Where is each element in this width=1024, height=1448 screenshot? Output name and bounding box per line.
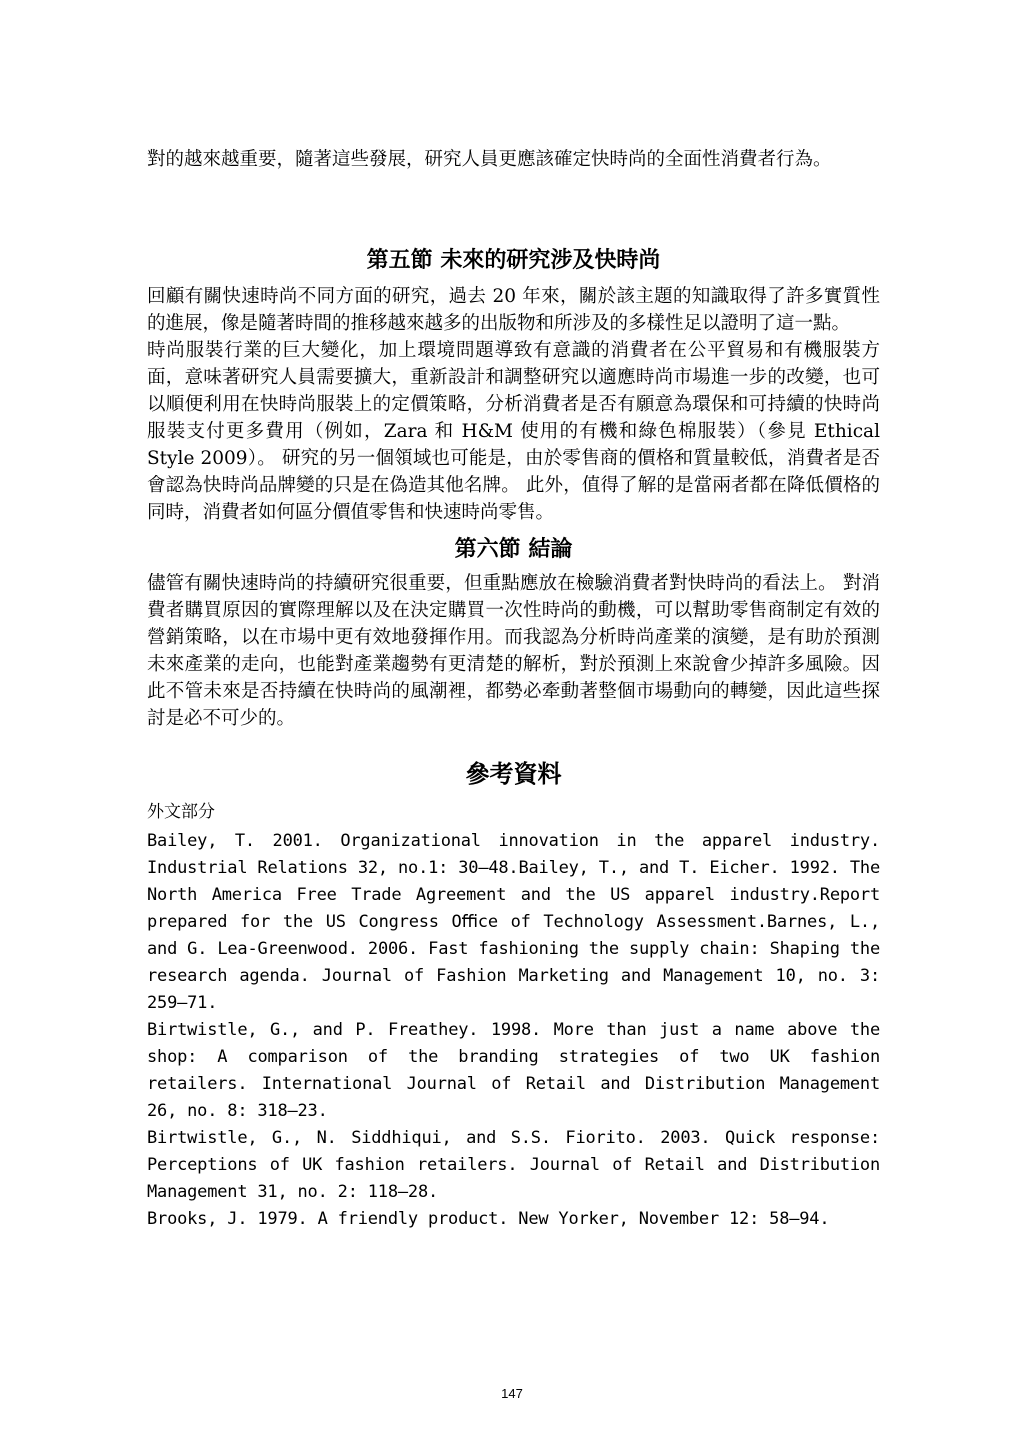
reference-entry: Bailey, T. 2001. Organizational innovation in the apparel industry. Industrial Relations 32, no.1: 30–48.Bailey, T., and T. Eicher. 1992. The North America Free Trade Agreement and the US apparel industry.Report prepared for the US Congress Oﬃce of Technology Assessment.Barnes, L., and G. Lea-Greenwood. 2006. Fast fashioning the supply chain: Shaping the research agenda. Journal of Fashion Marketing and Management 10, no. 3: 259–71. <box>147 831 880 1013</box>
reference-entry: Birtwistle, G., N. Siddhiqui, and S.S. Fiorito. 2003. Quick response: Perceptions of UK fashion retailers. Journal of Retail and Distribution Management 31, no. 2: 118–28. <box>147 1128 880 1202</box>
section6-title: 第六節 結論 <box>454 537 573 562</box>
references-subheading: 外文部分 <box>147 802 215 822</box>
page-number: 147 <box>501 1386 523 1401</box>
references-title: 參考資料 <box>465 760 562 788</box>
document-page <box>147 140 880 1233</box>
section5-paragraph-1: 回顧有關快速時尚不同方面的研究，過去 20 年來，關於該主題的知識取得了許多實質性的進展，像是隨著時間的推移越來越多的出版物和所涉及的多樣性足以證明了這一點。 <box>147 286 880 334</box>
intro-paragraph: 對的越來越重要，隨著這些發展，研究人員更應該確定快時尚的全面性消費者行為。 <box>147 149 832 170</box>
reference-entry: Brooks, J. 1979. A friendly product. New Yorker, November 12: 58–94. <box>147 1209 830 1229</box>
section5-title: 第五節 未來的研究涉及快時尚 <box>366 248 661 273</box>
reference-entry: Birtwistle, G., and P. Freathey. 1998. More than just a name above the shop: A comparison of the branding strategies of two UK fashion retailers. International Journal of Retail and Distribution Management 26, no. 8: 318–23. <box>147 1020 880 1121</box>
section5-paragraph-2: 時尚服裝行業的巨大變化，加上環境問題導致有意識的消費者在公平貿易和有機服裝方面，意味著研究人員需要擴大，重新設計和調整研究以適應時尚市場進一步的改變，也可以順便利用在快時尚服裝上的定價策略，分析消費者是否有願意為環保和可持續的快時尚服裝支付更多費用（例如，Zara 和 H&M 使用的有機和綠色棉服裝）（參見 Ethical Style 2009）。 研究的另一個領域也可能是，由於零售商的價格和質量較低，消費者是否會認為快時尚品牌變的只是在偽造其他名牌。 此外，值得了解的是當兩者都在降低價格的同時，消費者如何區分價值零售和快速時尚零售。 <box>147 340 880 523</box>
section6-paragraph: 儘管有關快速時尚的持續研究很重要，但重點應放在檢驗消費者對快時尚的看法上。 對消費者購買原因的實際理解以及在決定購買一次性時尚的動機，可以幫助零售商制定有效的營銷策略，以在市場中更有效地發揮作用。而我認為分析時尚產業的演變，是有助於預測未來產業的走向，也能對產業趨勢有更清楚的解析，對於預測上來說會少掉許多風險。因此不管未來是否持續在快時尚的風潮裡，都勢必牽動著整個市場動向的轉變，因此這些探討是必不可少的。 <box>147 573 880 729</box>
